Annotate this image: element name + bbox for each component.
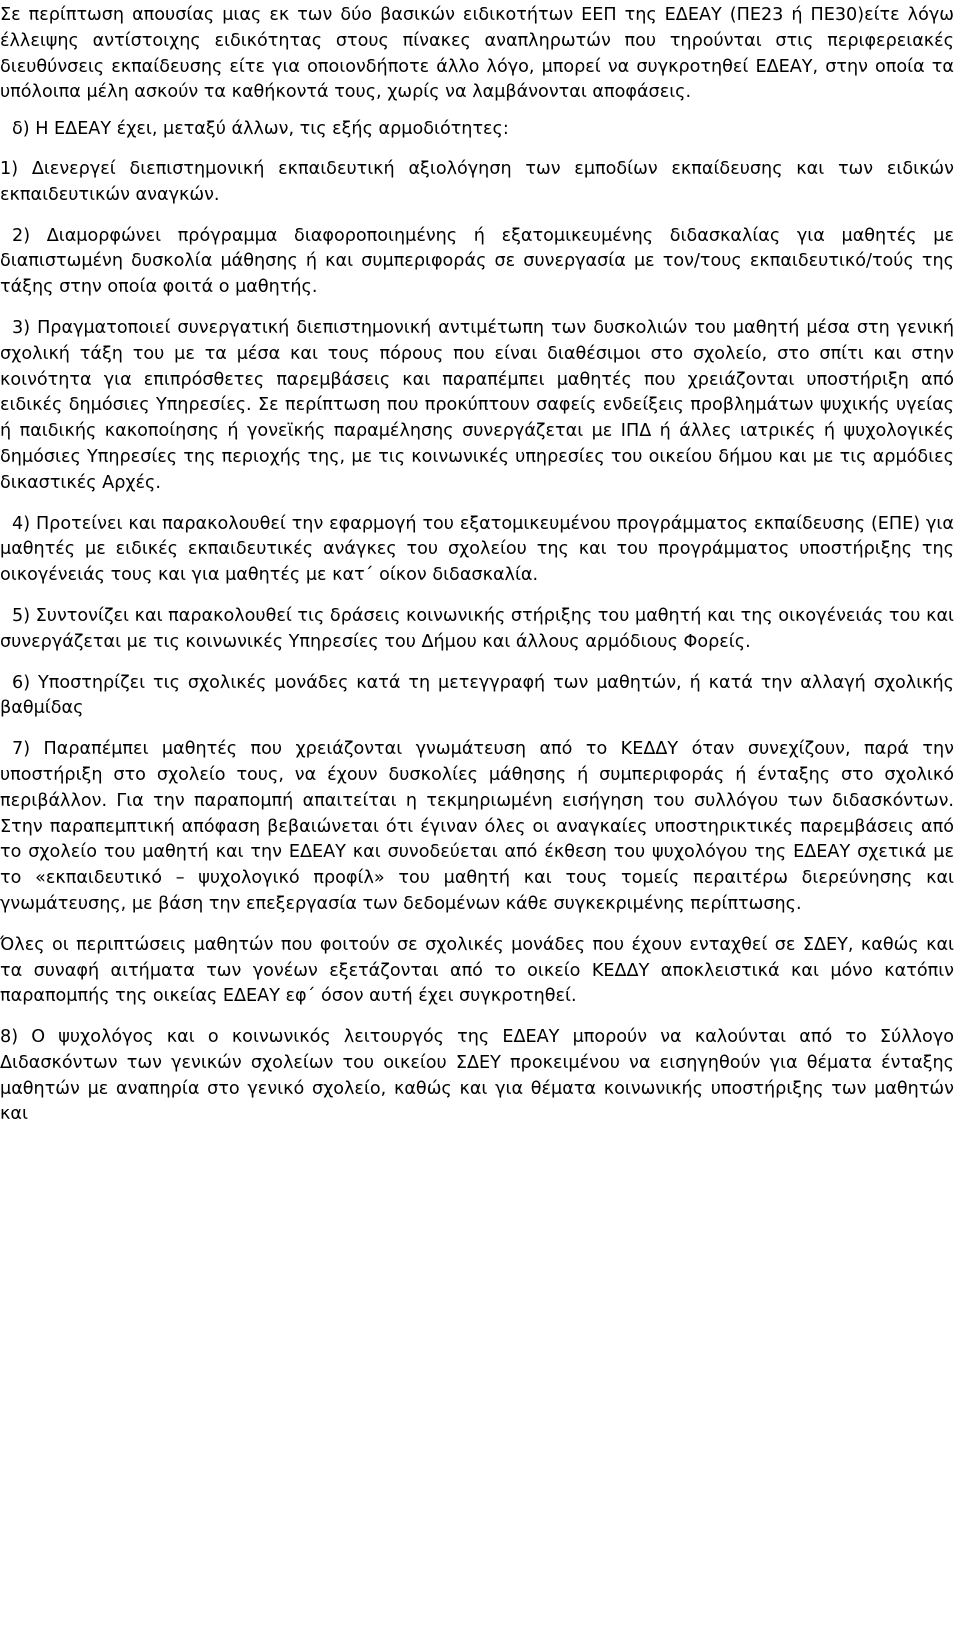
paragraph-item-5: 5) Συντονίζει και παρακολουθεί τις δράσεις κοινωνικής στήριξης του μαθητή και της οικογένειάς του και συνεργάζεται με τις κοινωνικές Υπηρεσίες του Δήμου και άλλους αρμόδιους Φορείς. [0, 605, 954, 652]
paragraph-item-1: 1) Διενεργεί διεπιστημονική εκπαιδευτική αξιολόγηση των εμποδίων εκπαίδευσης και των ειδικών εκπαιδευτικών αναγκών. [0, 158, 954, 205]
paragraph-item-6: 6) Υποστηρίζει τις σχολικές μονάδες κατά τη μετεγγραφή των μαθητών, ή κατά την αλλαγή σχολικής βαθμίδας [0, 672, 954, 719]
paragraph-responsibilities-heading: δ) Η ΕΔΕΑΥ έχει, μεταξύ άλλων, τις εξής αρμοδιότητες: [12, 119, 509, 140]
paragraph-item-4: 4) Προτείνει και παρακολουθεί την εφαρμογή του εξατομικευμένου προγράμματος εκπαίδευσης (ΕΠΕ) για μαθητές με ειδικές εκπαιδευτικές ανάγκες του σχολείου της και του προγράμματος υποστήριξης της οικογένειάς τους και για μαθητές με κατ΄ οίκον διδασκαλία. [0, 513, 954, 586]
paragraph-item-7: 7) Παραπέμπει μαθητές που χρειάζονται γνωμάτευση από το ΚΕΔΔΥ όταν συνεχίζουν, παρά την υποστήριξη στο σχολείο τους, να έχουν δυσκολίες μάθησης ή συμπεριφοράς ή ένταξης στο σχολικό περιβάλλον. Για την παραπομπή απαιτείται η τεκμηριωμένη εισήγηση του συλλόγου των διδασκόντων. Στην παραπεμπτική απόφαση βεβαιώνεται ότι έγιναν όλες οι αναγκαίες υποστηρικτικές παρεμβάσεις από το σχολείο του μαθητή και την ΕΔΕΑΥ και συνοδεύεται από έκθεση του ψυχολόγου της ΕΔΕΑΥ σχετικά με το «εκπαιδευτικό – ψυχολογικό προφίλ» του μαθητή και τους τομείς περαιτέρω διερεύνησης και γνωμάτευσης, με βάση την επεξεργασία των δεδομένων κάθε συγκεκριμένης περίπτωσης. [0, 739, 954, 914]
paragraph-item-2: 2) Διαμορφώνει πρόγραμμα διαφοροποιημένης ή εξατομικευμένης διδασκαλίας για μαθητές με διαπιστωμένη δυσκολία μάθησης ή και συμπεριφοράς σε συνεργασία με τον/τους εκπαιδευτικό/τούς της τάξης στην οποία φοιτά ο μαθητής. [0, 225, 954, 298]
paragraph-item-3: 3) Πραγματοποιεί συνεργατική διεπιστημονική αντιμέτωπη των δυσκολιών του μαθητή μέσα στη γενική σχολική τάξη του με τα μέσα και τους πόρους που είναι διαθέσιμοι στο σχολείο, στο σπίτι και στην κοινότητα για επιπρόσθετες παρεμβάσεις και παραπέμπει μαθητές που χρειάζονται υποστήριξη από ειδικές δημόσιες Υπηρεσίες. Σε περίπτωση που προκύπτουν σαφείς ενδείξεις προβλημάτων ψυχικής υγείας ή παιδικής κακοποίησης ή γονεϊκής παραμέλησης συνεργάζεται με ΙΠΔ ή άλλες ιατρικές ή ψυχολογικές δημόσιες Υπηρεσίες της περιοχής της, με τις κοινωνικές υπηρεσίες του οικείου δήμου και με τις αρμόδιες δικαστικές Αρχές. [0, 317, 954, 493]
paragraph-edeay-absence: Σε περίπτωση απουσίας μιας εκ των δύο βασικών ειδικοτήτων ΕΕΠ της ΕΔΕΑΥ (ΠΕ23 ή ΠΕ30)είτε λόγω έλλειψης αντίστοιχης ειδικότητας στους πίνακες αναπληρωτών που τηρούνται στις περιφερειακές διευθύνσεις εκπαίδευσης είτε για οποιονδήποτε άλλο λόγο, μπορεί να συγκροτηθεί ΕΔΕΑΥ, στην οποία τα υπόλοιπα μέλη ασκούν τα καθήκοντά τους, χωρίς να λαμβάνονται αποφάσεις. [0, 5, 954, 103]
paragraph-sdeu-cases: Όλες οι περιπτώσεις μαθητών που φοιτούν σε σχολικές μονάδες που έχουν ενταχθεί σε ΣΔΕΥ, καθώς και τα συναφή αιτήματα των γονέων εξετάζονται από το οικείο ΚΕΔΔΥ αποκλειστικά και μόνο κατόπιν παραπομπής της οικείας ΕΔΕΑΥ εφ΄ όσον αυτή έχει συγκροτηθεί. [0, 934, 954, 1007]
paragraph-item-8: 8) Ο ψυχολόγος και ο κοινωνικός λειτουργός της ΕΔΕΑΥ μπορούν να καλούνται από το Σύλλογο Διδασκόντων των γενικών σχολείων του οικείου ΣΔΕΥ προκειμένου να εισηγηθούν για θέματα ένταξης μαθητών με αναπηρία στο γενικό σχολείο, καθώς και για θέματα κοινωνικής υποστήριξης των μαθητών και [0, 1027, 954, 1125]
